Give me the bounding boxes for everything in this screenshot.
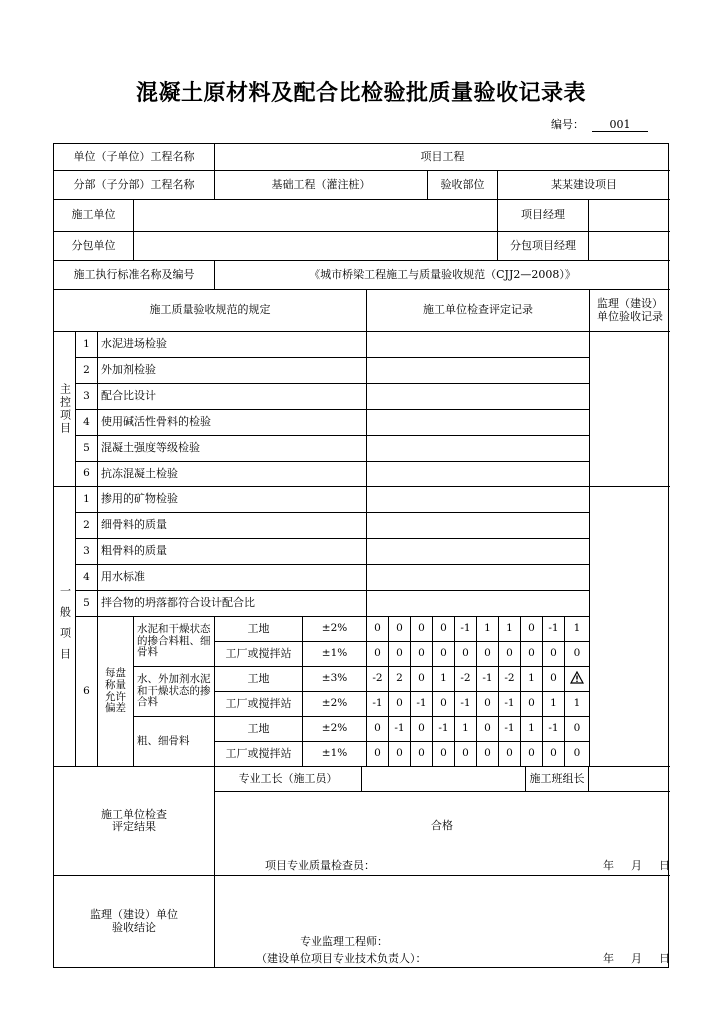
serial-label: 编号： — [551, 118, 584, 131]
measurement-cell[interactable]: 0 — [565, 717, 590, 742]
measurement-cell[interactable]: 0 — [477, 742, 499, 767]
subcontract-manager-label: 分包项目经理 — [498, 232, 589, 261]
acceptance-part-value[interactable]: 某某建设项目 — [498, 171, 670, 200]
site-type: 工地 — [215, 717, 303, 742]
warning-triangle-icon — [570, 671, 584, 688]
measurement-cell[interactable]: 0 — [543, 642, 565, 667]
measurement-cell[interactable]: 1 — [565, 692, 590, 717]
item-number: 1 — [76, 332, 98, 358]
measurement-cell[interactable]: 1 — [521, 667, 543, 692]
measurement-cell[interactable]: 0 — [521, 692, 543, 717]
site-type: 工地 — [215, 667, 303, 692]
measurement-cell[interactable]: 0 — [543, 742, 565, 767]
general-item-label: 细骨料的质量 — [98, 513, 367, 539]
foreman-value[interactable] — [362, 767, 526, 792]
measurement-cell[interactable]: 0 — [433, 642, 455, 667]
foreman-label: 专业工长（施工员） — [215, 767, 362, 792]
measurement-cell[interactable]: 0 — [565, 742, 590, 767]
measurement-cell[interactable]: -1 — [543, 617, 565, 642]
main-item-record[interactable] — [367, 332, 590, 358]
measurement-cell[interactable]: 0 — [477, 692, 499, 717]
measurement-cell[interactable]: 0 — [389, 692, 411, 717]
measurement-cell[interactable]: -1 — [411, 692, 433, 717]
main-item-record[interactable] — [367, 384, 590, 410]
measurement-cell[interactable]: 0 — [367, 742, 389, 767]
team-leader-value[interactable] — [589, 767, 670, 792]
site-type: 工厂或搅拌站 — [215, 742, 303, 767]
subcontract-manager-value[interactable] — [589, 232, 670, 261]
result-value: 合格 — [431, 819, 453, 832]
spec-column-header: 施工质量验收规范的规定 — [54, 290, 367, 332]
site-type: 工厂或搅拌站 — [215, 642, 303, 667]
main-items-group-label: 主控项目 — [54, 332, 76, 487]
measurement-cell[interactable]: 0 — [389, 642, 411, 667]
item-number: 6 — [76, 462, 98, 487]
measurement-cell[interactable]: 0 — [521, 742, 543, 767]
subcontract-unit-value[interactable] — [134, 232, 498, 261]
main-item-label: 混凝土强度等级检验 — [98, 436, 367, 462]
measurement-cell[interactable]: 0 — [367, 642, 389, 667]
measurement-cell[interactable]: -1 — [499, 692, 521, 717]
measurement-cell[interactable]: -1 — [499, 717, 521, 742]
site-type: 工厂或搅拌站 — [215, 692, 303, 717]
site-type: 工地 — [215, 617, 303, 642]
measurement-cell[interactable]: -1 — [389, 717, 411, 742]
measurement-cell[interactable]: 1 — [499, 617, 521, 642]
project-manager-label: 项目经理 — [498, 200, 589, 232]
main-item-label: 配合比设计 — [98, 384, 367, 410]
measurement-cell[interactable]: -2 — [499, 667, 521, 692]
conclusion-date: 年 月 日 — [603, 952, 673, 965]
serial-number — [551, 116, 648, 132]
item-number: 1 — [76, 487, 98, 513]
measurement-cell[interactable]: 0 — [565, 642, 590, 667]
measurement-cell[interactable]: 0 — [411, 717, 433, 742]
construction-unit-value[interactable] — [134, 200, 498, 232]
main-item-record[interactable] — [367, 410, 590, 436]
item-number: 4 — [76, 410, 98, 436]
general-item-record[interactable] — [367, 513, 590, 539]
general-item-record[interactable] — [367, 591, 590, 617]
measurement-cell[interactable]: 0 — [455, 642, 477, 667]
tolerance: ±2% — [303, 692, 367, 717]
measurement-cell[interactable]: -1 — [455, 692, 477, 717]
measurement-cell[interactable]: 1 — [543, 692, 565, 717]
tolerance: ±1% — [303, 642, 367, 667]
team-leader-label: 施工班组长 — [526, 767, 589, 792]
measurement-cell[interactable]: 0 — [477, 642, 499, 667]
measurement-cell[interactable]: 0 — [433, 617, 455, 642]
material-label: 水、外加剂水泥和干燥状态的掺合料 — [134, 667, 215, 717]
measurement-cell[interactable]: 0 — [543, 667, 565, 692]
tolerance: ±2% — [303, 617, 367, 642]
supervision-conclusion-label: 监理（建设）单位 验收结论 — [54, 876, 215, 967]
construction-unit-label: 施工单位 — [54, 200, 134, 232]
engineer-label: 专业监理工程师： — [300, 935, 388, 948]
tolerance: ±2% — [303, 717, 367, 742]
measurement-cell[interactable]: 0 — [411, 667, 433, 692]
measurement-cell-warning[interactable] — [565, 667, 590, 692]
general-item-label: 粗骨料的质量 — [98, 539, 367, 565]
acceptance-part-label: 验收部位 — [428, 171, 498, 200]
item-number: 3 — [76, 539, 98, 565]
general-item-record[interactable] — [367, 487, 590, 513]
tolerance: ±3% — [303, 667, 367, 692]
measurement-cell[interactable]: 0 — [477, 717, 499, 742]
item-number: 2 — [76, 513, 98, 539]
measurement-cell[interactable]: -2 — [367, 667, 389, 692]
serial-value[interactable]: 001 — [592, 118, 648, 132]
result-date: 年 月 日 — [603, 859, 673, 872]
measurement-cell[interactable]: 0 — [499, 642, 521, 667]
unit-project-label: 单位（子单位）工程名称 — [54, 144, 215, 171]
measurement-cell[interactable]: 0 — [389, 617, 411, 642]
general-item-label: 拌合物的坍落都符合设计配合比 — [98, 591, 367, 617]
measurement-cell[interactable]: 0 — [411, 742, 433, 767]
supervision-header-line1: 监理（建设） — [597, 297, 663, 311]
supervision-column-header — [590, 290, 670, 332]
item-number: 5 — [76, 591, 98, 617]
weighing-tolerance-label: 每盘称量允许偏差 — [98, 617, 134, 767]
measurement-cell[interactable]: -1 — [367, 692, 389, 717]
measurement-cell[interactable]: 0 — [389, 742, 411, 767]
sub-project-value[interactable]: 基础工程（灌注桩） — [215, 171, 428, 200]
general-item-record[interactable] — [367, 565, 590, 591]
measurement-cell[interactable]: 1 — [521, 717, 543, 742]
measurement-cell[interactable]: 0 — [455, 742, 477, 767]
measurement-cell[interactable]: 0 — [521, 642, 543, 667]
inspection-form — [53, 143, 673, 968]
measurement-cell[interactable]: 0 — [411, 642, 433, 667]
owner-label: （建设单位项目专业技术负责人）： — [256, 952, 427, 965]
main-item-label: 水泥进场检验 — [98, 332, 367, 358]
general-items-group-label: 一般项目 — [54, 487, 76, 767]
item-number: 5 — [76, 436, 98, 462]
measurement-cell[interactable]: 0 — [367, 717, 389, 742]
measurement-cell[interactable]: -1 — [433, 717, 455, 742]
sub-project-label: 分部（子分部）工程名称 — [54, 171, 215, 200]
measurement-cell[interactable]: 0 — [433, 692, 455, 717]
standard-label: 施工执行标准名称及编号 — [54, 261, 215, 290]
measurement-cell[interactable]: 2 — [389, 667, 411, 692]
subcontract-unit-label: 分包单位 — [54, 232, 134, 261]
record-column-header: 施工单位检查评定记录 — [367, 290, 590, 332]
standard-value[interactable]: 《城市桥梁工程施工与质量验收规范（CJJ2—2008）》 — [215, 261, 670, 290]
main-item-label: 抗冻混凝土检验 — [98, 462, 367, 487]
item-number: 6 — [76, 617, 98, 767]
measurement-cell[interactable]: 0 — [367, 617, 389, 642]
measurement-cell[interactable]: 0 — [433, 742, 455, 767]
measurement-cell[interactable]: -2 — [455, 667, 477, 692]
general-item-label: 用水标准 — [98, 565, 367, 591]
document-title: 混凝土原材料及配合比检验批质量验收记录表 — [135, 81, 586, 106]
measurement-cell[interactable]: 1 — [455, 717, 477, 742]
item-number: 4 — [76, 565, 98, 591]
item-number: 3 — [76, 384, 98, 410]
item-number: 2 — [76, 358, 98, 384]
main-item-record[interactable] — [367, 436, 590, 462]
main-item-record[interactable] — [367, 358, 590, 384]
measurement-cell[interactable]: -1 — [455, 617, 477, 642]
measurement-cell[interactable]: 1 — [433, 667, 455, 692]
inspector-label: 项目专业质量检查员： — [265, 859, 375, 872]
main-item-record[interactable] — [367, 462, 590, 487]
material-label: 水泥和干燥状态的掺合料粗、细骨料 — [134, 617, 215, 667]
general-items-supervision-cell[interactable] — [590, 487, 670, 767]
measurement-cell[interactable]: -1 — [477, 667, 499, 692]
main-items-supervision-cell[interactable] — [590, 332, 670, 487]
tolerance: ±1% — [303, 742, 367, 767]
measurement-cell[interactable]: 1 — [477, 617, 499, 642]
supervision-header-line2: 单位验收记录 — [597, 309, 663, 323]
measurement-cell[interactable]: 1 — [565, 617, 590, 642]
general-item-label: 掺用的矿物检验 — [98, 487, 367, 513]
material-label: 粗、细骨料 — [134, 717, 215, 767]
unit-project-value[interactable]: 项目工程 — [215, 144, 670, 171]
measurement-cell[interactable]: 0 — [411, 617, 433, 642]
construction-result-label: 施工单位检查 评定结果 — [54, 767, 215, 876]
measurement-cell[interactable]: -1 — [543, 717, 565, 742]
main-item-label: 外加剂检验 — [98, 358, 367, 384]
measurement-cell[interactable]: 0 — [499, 742, 521, 767]
project-manager-value[interactable] — [589, 200, 670, 232]
measurement-cell[interactable]: 0 — [521, 617, 543, 642]
general-item-record[interactable] — [367, 539, 590, 565]
main-item-label: 使用碱活性骨料的检验 — [98, 410, 367, 436]
